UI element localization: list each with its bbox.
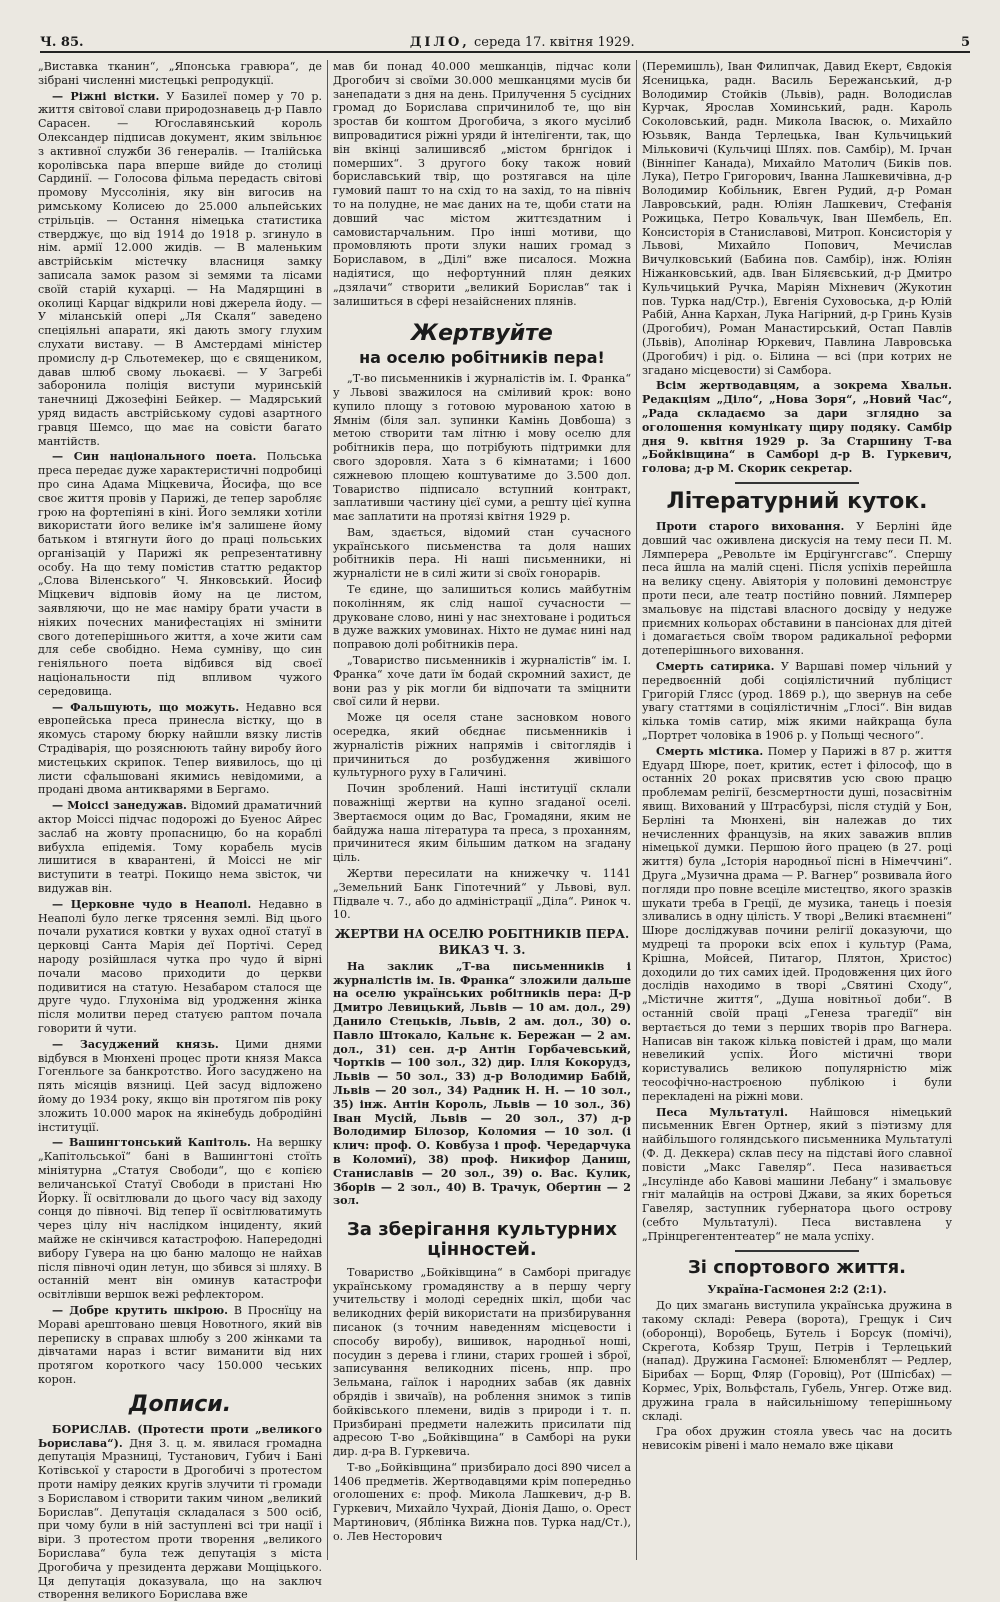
news-item bbox=[38, 90, 322, 449]
item-text: Відомий драматичний актор Моіссі підчас подорожі до Буенос Айрес заслаб на жовту пропасницю, бо на кораблі вибухла епідемія. Тому корабель мусів лишитися в кварантені, й Моіссі не міг виступити в театрі. Покищо нема звісток, чи видужав він. bbox=[38, 799, 322, 896]
issue-date: середа 17. квітня 1929. bbox=[473, 35, 635, 50]
paragraph: Вам, здається, відомий стан сучасного українського письменства та доля наших робітників пера. Ні наші письменники, ні журналісти не в силі жити зі своїх гонорарів. bbox=[333, 525, 631, 581]
headline-culture: За зберігання культурних цінностей. bbox=[347, 1219, 617, 1260]
paragraph: „Виставка тканин“, „Японська гравюра“, де зібрані численні мистецькі репродукції. bbox=[38, 60, 322, 87]
item-text: Найшовся німецький письменник Евген Ортнер, який з піэтизму для найбільшого голяндського письменника Мультатулі (Ф. Д. Деккера) склав песу на підставі його славної повісти „Макс Гавеляр“. Песа називається „Інсулінде або Кавові машини Лебану“ і змальовує гніт малайців на острові Джави, за яких бореться Гавеляр, заступник губернатора цього острову (себто Мультатулі). Песа виставлена у „Прінцрегентентеатер“ не мала успіху. bbox=[642, 1105, 952, 1243]
paragraph: (Перемишль), Іван Филипчак, Давид Екерт, Євдокія Ясеницька, радн. Василь Бережанський, д-р Володимир Стойків (Львів), радн. Володислав Курчак, Ярослав Хоминський, радн. Кароль Соколовський, радн. Микола Івасюк, о. Михайло Юзьвяк, Ванда Терлецька, Іван Кульчицький Мільковичі (Кульчиці Шлях. пов. Самбір), М. Ірчан (Вінніпег Канада), Михайло Матолич (Биків пов. Лука), Петро Григорович, Іванна Лашкевичівна, д-р Володимир Кобільник, Евген Рудий, д-р Роман Лавровський, радн. Юліян Лашкевич, Стефанія Рожицька, Петро Ковальчук, Іван Шембель, Еп. Консисторія в Станиславові, Митроп. Консисторія у Львові, Михайло Попович, Мечислав Вичулковський (Бабина пов. Самбір), інж. Юліян Ніжанковський, адв. Іван Біляєвський, д-р Дмитро Кульчицький Ручка, Маріян Міхневич (Жукотин пов. Турка над/Стр.), Евгенія Суховоська, д-р Юлій Рабій, Анна Кархан, Лука Нагірний, д-р Гринь Кузів (Дрогобич), Роман Манастирський, Остап Павлів (Львів), Аполінар Юркевич, Павлина Лавровська (Дрогобич) і рід. о. Білина — всі (при котрих не згадано місцевости) зі Самбора. bbox=[642, 60, 952, 377]
news-item bbox=[38, 701, 322, 798]
item-lead: — Моіссі занедужав. bbox=[52, 799, 187, 813]
paragraph: „Т-во письменників і журналістів ім. І. Франка“ у Львові зважилося на сміливий крок: воно купило площу з готовою мурованою хатою в Ямнім (біля зал. зупинки Камінь Довбоша) з метою створити там літню і мову оселю для робітників пера, що потрібують підтримки для свого здоровля. Хата з 6 кімнатами; і 1600 сяжневою площею коштуватиме до 3.500 дол. Товариство підписало вступний контракт, заплативши частину цієї суми, а решту цієї купна має заплатити на протязі квітня 1929 р. bbox=[333, 372, 631, 524]
item-lead: БОРИСЛАВ. (Протести проти „великого Ьорислава“). bbox=[38, 1422, 322, 1450]
news-item bbox=[38, 1304, 322, 1387]
paragraph: Т-во „Бойківщина“ призбирало досі 890 чисел а 1406 предметів. Жертводавцями крім попередньо оголошених є: проф. Микола Лашкевич, д-р В. Гуркевич, Михайло Чухрай, Діонія Дашо, о. Орест Мартинович, (Яблінка Вижна пов. Турка над/Ст.), о. Лев Несторович bbox=[333, 1460, 631, 1543]
news-item bbox=[642, 520, 952, 658]
paragraph: Товариство „Бойківщина“ в Самборі пригадує українському громадянству а в першу чергу учительству і молоді середніх шкіл, щоби час великодних ферій використати на призбирування писанок (з точним наведенням місцевости і способу виробу), вишивок, народньої ноші, посудин з дерева і глини, старих грошей і зброї, записування великодних пісень, нпр. про Зельмана, гаїлок і народних забав (як давніх обрядів і звичаїв), на роблення знимок з типів бойківського племени, видів з природи і т. п. Призбирані предмети належить присилати під адресою Т-во „Бойківщина“ в Самборі на руки дир. д-ра В. Гуркевича. bbox=[333, 1265, 631, 1459]
paragraph: Почин зроблений. Наші інституції склали поважніщі жертви на купно згаданої оселі. Звертаємося оцим до Вас, Громадяни, яким не байдужа наша література та преса, з проханням, причинитеся яким більшим датком на згадану ціль. bbox=[333, 782, 631, 865]
item-lead: — Ріжні вістки. bbox=[52, 89, 160, 103]
headline-donate: Жертвуйте bbox=[411, 321, 553, 347]
divider bbox=[735, 1250, 859, 1252]
item-lead: — Засуджений князь. bbox=[52, 1037, 219, 1051]
news-item bbox=[642, 660, 952, 743]
column-3 bbox=[642, 60, 952, 1560]
page-header bbox=[40, 26, 970, 50]
item-text: Дня 3. ц. м. явилася громадна депутація Мразниці, Тустанович, Губич і Бані Котівської у старости в Дрогобичі з протестом проти наміру деяких кругів злучити ті громади з Бориславом і створити таким чином „великий Борислав“. Депутація складалася з 500 осіб, при чому були в ній заступлені всі три нації і віри. З протестом проти творення „великого Борислава“ була теж депутація з міста Дрогобича у президента держави Мощіцького. Ця депутація доказувала, що на заключ створення великого Борислава вже bbox=[38, 1436, 322, 1602]
divider bbox=[735, 482, 859, 484]
news-item bbox=[38, 1136, 322, 1302]
news-item bbox=[642, 745, 952, 1104]
headline-sports: Зі спортового життя. bbox=[688, 1256, 906, 1278]
news-item bbox=[642, 1106, 952, 1244]
news-item bbox=[38, 799, 322, 896]
item-text: У Базилеї помер у 70 р. життя світової слави природознавець д-р Павло Сарасен. — Югославянський король Олександер підписав документ, яким звільнює з активної служби 36 генералів. — Італійська королівська пара вперше вийде до столиці Сардинії. — Голосова фільма передасть світові промову Муссолінія, яку він вигосив на римському Колисею до 25.000 альпейських стрільців. — Остання німецька статистика стверджує, що від 1914 до 1918 р. згинуло в нім. армії 12.000 жидів. — В маленьким австрійськім містечку власниця замку записала замок разом зі земями та лісами своїй старій кухарці. — На Мадярщині в околиці Карцаг відкрили нові джерела йоду. — У міланській опері „Ля Скаля“ заведено спеціяльні апарати, які дають змогу глухим слухати виставу. — В Амстердамі міністер промислу д-р Сльотемекер, що є священиком, давав шлюб свому льокаєві. — У Загребі заборонила поліція виступи муринській танечниці Джозефіні Бейкер. — Мадярський уряд видасть австрійському судові азартного гравця Шемсо, що має на совісти багато мантійств. bbox=[38, 89, 322, 448]
item-text: Недавно вся европейська преса принесла вістку, що в якомусь старому бюрку найшли вязку листів Страдіварія, що розяснюють тайну виробу його мистецьких скрипок. Тепер виявилось, що ці листи сфальшовані якимись невідомими, а продані двома антикварями в Бергамо. bbox=[38, 700, 323, 797]
match-score: Україна-Гасмонея 2:2 (2:1). bbox=[707, 1283, 887, 1297]
item-lead: Проти старого виховання. bbox=[656, 520, 845, 534]
item-text: Недавно в Неаполі було легке трясення землі. Від цього почали рухатися ковтки у вухах одної статуї в церковці Санта Марія деї Портічі. Серед народу розійшлася чутка про чудо й вірні почали масово приходити до церкви подивитися на статую. Незабаром сталося ще друге чудо. Глухоніма від уродження жінка після молитви перед статуєю раптом почала говорити й чути. bbox=[38, 897, 322, 1035]
item-text: Польська преса передає дуже характеристичні подробиці про сина Адама Міцкевича, Йосифа, що все своє життя провів у Парижі, де тепер заробляє грою на фортепіяні в кіні. Його земляки хотіли використати його велике ім'я залишене йому батьком і втягнути його до праці польських організацій у Парижі як репрезентативну особу. На що тему помістив статтю редактор „Слова Віленського“ Ч. Янковський. Йосиф Міцкевич відповів йому на це листом, заявляючи, що не має наміру брати участи в ніяких почесних манифестаціях ні змінити свого дотеперішнього життя, а хоче жити сам для себе свобідно. Нема сумніву, що син геніяльного поета відбився від своєї національности під впливом чужого середовища. bbox=[38, 450, 322, 698]
headline-literary-corner: Літературний куток. bbox=[666, 488, 928, 514]
column-2 bbox=[333, 60, 631, 1560]
paragraph: Те єдине, що залишиться колись майбутнім поколінням, як слід нашої сучасности — друковане слово, нині у нас знехтоване і родиться в дуже важких умовинах. Ніхто не думає нині над поправою долі робітників пера. bbox=[333, 583, 631, 652]
item-lead: — Вашингтонський Капітоль. bbox=[52, 1136, 251, 1150]
item-text: Помер у Парижі в 87 р. життя Едуард Шюре, поет, критик, естет і філософ, що в останніх 20 роках присвятив усю свою працю проблемам релігії, безсмертности душі, позасвітнім явищ. Вихований у Штрасбурзі, після студій у Бон, Берліні та Мюнхені, він належав до тих нечисленних французів, на яких заважив вплив німецької думки. Першою його працею (в 27. році життя) була „Історія народньої пісні в Німеччині“. Друга „Музична драма — Р. Вагнер“ розвивала його погляди про повне всеціле мистецтво, якого зразків шукати треба в Греції, де музика, танець і поезія зливались в одну цілість. У творі „Великі втаємнені“ Шюре досліджував почини релігії доказуючи, що мудреці та пророки всіх епох і культур (Рама, Крішна, Мойсей, Питагор, Плятон, Христос) доходили до тих самих ідей. Продовження цих його дослідів находимо в творі „Святині Сходу“, „Містичне життя“, „Душа новітньої доби“. В останній своїй праці „Генеза трагедії“ він вертається до теми з перших творів про Вагнера. Написав він також кілька повістей і драм, що мали невеликий успіх. Його містичні твори користувались великою популярністю між теософічно-настроєною публікою і були перекладені на ріжні мови. bbox=[642, 744, 952, 1103]
paper-name: ДІЛО, bbox=[409, 35, 470, 50]
paragraph: Може ця оселя стане засновком нового осередка, який обєднає письменників і журналістів ріжних напрямів і світоглядів і причиниться до розбудження живішого культурного руху в Галичині. bbox=[333, 711, 631, 780]
paragraph: Жертви пересилати на книжечку ч. 1141 „Земельний Банк Гіпотечний“ у Львові, вул. Підвале ч. 7., або до адміністрації „Діла“. Ринок ч. 10. bbox=[333, 867, 631, 922]
donations-subheading: ВИКАЗ Ч. 3. bbox=[438, 943, 526, 957]
header-center bbox=[410, 35, 635, 50]
item-text: Цими днями відбувся в Мюнхені процес проти князя Макса Гогенльоге за банкротство. Його засуджено на пять місяців вязниці. Цей засуд відложено йому до 1934 року, якщо він протягом пів року зложить 10.000 марок на якінебудь добродійні інституції. bbox=[38, 1037, 322, 1134]
news-item bbox=[38, 898, 322, 1036]
item-lead: — Фальшують, що можуть. bbox=[52, 700, 240, 714]
donations-heading: ЖЕРТВИ НА ОСЕЛЮ РОБІТНИКІВ ПЕРА. bbox=[334, 927, 630, 942]
item-lead: — Церковне чудо в Неаполі. bbox=[52, 897, 252, 911]
donations-list: На заклик „Т-ва письменників і журналістів ім. Ів. Франка“ зложили дальше на оселю українських робітників пера: Д-р Дмитро Левицький, Львів — 10 ам. дол., 29) Данило Стецьків, Львів, 2 ам. дол., 30) о. Павло Штокало, Кальнє к. Бережан — 2 ам. дол., 31) сен. д-р Антін Горбачевський, Чортків — 100 зол., 32) дир. Ілля Кокорудз, Львів — 50 зол., 33) д-р Володимир Бабій, Львів — 20 зол., 34) Радник Н. Н. — 10 зол., 35) інж. Антін Король, Львів — 10 зол., 36) Іван Мусій, Львів — 20 зол., 37) д-р Володимир Білозор, Коломия — 10 зол. (і клич: проф. О. Ковбуза і проф. Чередарчука в Коломиї), 38) проф. Никифор Даниш, Станиславів — 20 зол., 39) о. Вас. Кулик, Зборів — 2 зол., 40) В. Трачук, Обертин — 2 зол. bbox=[333, 959, 631, 1208]
item-text: На вершку „Капітольської“ бані в Вашингтоні стоїть мініятурна „Статуя Свободи“, що є копією величанської Статуї Свободи в пристані Ню Йорку. Її освітлювали до цього часу від заходу сонця до півночі. Від тепер її освітлюватимуть через цілу ніч наслідком інциденту, який майже не скінчився катастрофою. Напередодні вибору Гувера на цю баню малощо не найхав після півночі один летун, що збився зі шляху. В останній мент він оминув катастрофи освітлівши вершок вежі рефлектором. bbox=[38, 1136, 323, 1302]
paragraph: „Товариство письменників і журналістів“ ім. І. Франка“ хоче дати їм бодай скромний захист, де вони раз у рік могли би відпочати та зміцнити свої сили й нерви. bbox=[333, 654, 631, 709]
section-heading-dopysy: Дописи. bbox=[128, 1391, 232, 1417]
column-1 bbox=[38, 60, 323, 1602]
paragraph: Гра обох дружин стояла увесь час на досить невисокім рівені і мало немало вже цікави bbox=[642, 1425, 952, 1453]
paragraph: До цих змагань виступила українська дружина в такому складі: Ревера (ворота), Грещук і Сич (оборонці), Воробець, Бутель і Борсук (помічі), Скрегота, Кобзяр Труш, Петрів і Терлецький (напад). Дружина Гасмонеї: Блюменблят — Редлер, Бірибах — Борщ, Фляр (Горовіц), Рот (Шпісбах) — Кормес, Уріх, Вольфсталь, Губель, Унгер. Отже вид. дружина грала в найсильнішому теперішньому складі. bbox=[642, 1299, 952, 1423]
paragraph: мав би понад 40.000 мешканців, підчас коли Дрогобич зі своїми 30.000 мешканцями мусів би занепадати з дня на день. Прилучення 5 сусідних громад до Борислава спричинилоб те, що він зростав би коштом Дрогобича, з якого мусілиб випровадитися ріжні уряди й інтелігенти, так, що він вкінці залишивсяб „містом брнгідок і померших“. З другого боку також новий бориславський твір, що розтягався на ціле гумовий пашт то на схід то на захід, то на північ то на полудне, не має даних на те, щоби стати на довший час містом життєздатним і самовистарчальним. Про інші мотиви, що промовляють проти злуки наших громад з Бориславом, в „Ділі“ вже писалося. Можна надіятися, що нефортунний плян деяких „дзялачи“ створити „великий Борислав“ так і залишиться в сфері незаійснених плянів. bbox=[333, 60, 631, 308]
item-lead: Песа Мультатулі. bbox=[656, 1105, 788, 1119]
item-text: У Варшаві помер чільний у передвоєнній добі соціялістичний публіцист Григорій Глясс (урод. 1869 р.), що звернув на себе увагу статтями в соціялістичнім „Глосі“. Він видав кілька томів сатир, між якими найкраща була „Портрет чоловіка в 1906 р. у Польщі чесного“. bbox=[642, 660, 952, 743]
page-number-left: Ч. 85. bbox=[40, 35, 84, 50]
header-rule bbox=[40, 51, 970, 53]
item-lead: — Син національного поета. bbox=[52, 450, 257, 464]
news-item bbox=[38, 1038, 322, 1135]
item-text: В Проснїцу на Мораві арештовано шевця Новотного, який вів переписку в справах шлюбу з 200 жінками та дівчатами нараз і встиг виманити від них протягом короткого часу 150.000 чеських корон. bbox=[38, 1303, 322, 1386]
item-lead: — Добре крутить шкірою. bbox=[52, 1303, 229, 1317]
item-lead: Смерть сатирика. bbox=[656, 660, 775, 674]
page-number-right: 5 bbox=[960, 35, 970, 50]
item-lead: Смерть містика. bbox=[656, 744, 764, 758]
column-divider-1 bbox=[327, 60, 328, 1560]
news-item bbox=[38, 1423, 322, 1602]
item-text: У Берліні йде довший час оживлена дискусія на тему песи П. М. Лямперера „Револьте ім Ерцігунгсгавс“. Спершу песа йшла на малій сцені. Після успіхів перейшла на велику сцену. Авіяторія у половині демонструє проти песи, але театр постійно повний. Лямперер змальовує на підставі власного досвіду у недуже приємних кольорах обставини в пансіонах для дітей і домагається своїм твором радикальної реформи дотеперішнього виховання. bbox=[642, 520, 952, 658]
news-item bbox=[38, 450, 322, 698]
column-divider-2 bbox=[636, 60, 637, 1560]
headline-donate-sub: на оселю робітників пера! bbox=[359, 347, 605, 367]
paragraph: Всім жертводавцям, а зокрема Хвальн. Редакціям „Діло“, „Нова Зоря“, „Новий Час“, „Рада складаємо за дари зглядно за оголошення комунікату щиру подяку. Самбір дня 9. квітня 1929 р. За Старшину Т-ва „Бойківщина“ в Самборі д-р В. Гуркевич, голова; д-р М. Скорик секретар. bbox=[642, 379, 952, 476]
